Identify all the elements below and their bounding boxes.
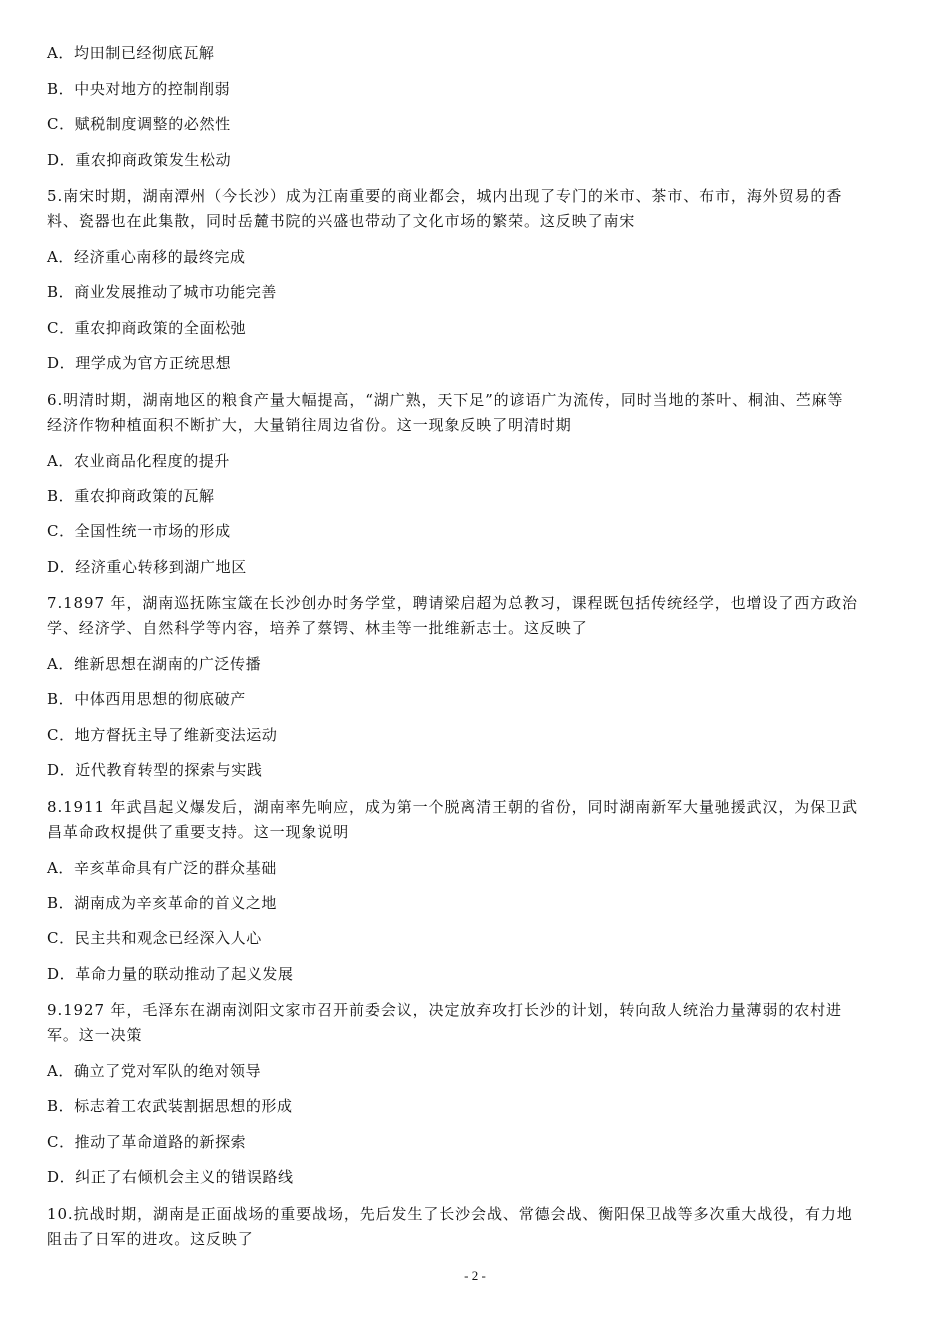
question-10-line-1: 10.抗战时期，湖南是正面战场的重要战场，先后发生了长沙会战、常德会战、衡阳保卫战等多次重大战役，有力地	[47, 1205, 853, 1223]
option-8a: A．辛亥革命具有广泛的群众基础	[47, 859, 277, 877]
page-number: - 2 -	[464, 1268, 486, 1283]
option-5c: C．重农抑商政策的全面松弛	[47, 319, 247, 337]
option-4c: C．赋税制度调整的必然性	[47, 115, 231, 133]
question-7-line-2: 学、经济学、自然科学等内容，培养了蔡锷、林圭等一批维新志士。这反映了	[47, 619, 588, 637]
question-5-line-2: 料、瓷器也在此集散，同时岳麓书院的兴盛也带动了文化市场的繁荣。这反映了南宋	[47, 212, 636, 230]
question-9-line-2: 军。这一决策	[47, 1026, 143, 1044]
option-6c: C．全国性统一市场的形成	[47, 522, 231, 540]
option-8c: C．民主共和观念已经深入人心	[47, 929, 262, 947]
option-4b: B．中央对地方的控制削弱	[47, 80, 231, 98]
option-8b: B．湖南成为辛亥革命的首义之地	[47, 894, 278, 912]
option-9b: B．标志着工农武装割据思想的形成	[47, 1097, 293, 1115]
question-7-line-1: 7.1897 年，湖南巡抚陈宝箴在长沙创办时务学堂，聘请梁启超为总教习，课程既包括传统经学，也增设了西方政治	[47, 594, 858, 612]
option-7a: A．维新思想在湖南的广泛传播	[47, 655, 262, 673]
question-8-line-2: 昌革命政权提供了重要支持。这一现象说明	[47, 823, 350, 841]
option-7b: B．中体西用思想的彻底破产	[47, 690, 246, 708]
option-4d: D．重农抑商政策发生松动	[47, 151, 232, 169]
option-5d: D．理学成为官方正统思想	[47, 354, 232, 372]
option-6a: A．农业商品化程度的提升	[47, 452, 231, 470]
question-6-line-2: 经济作物种植面积不断扩大，大量销往周边省份。这一现象反映了明清时期	[47, 416, 572, 434]
option-7d: D．近代教育转型的探索与实践	[47, 761, 263, 779]
question-9-line-1: 9.1927 年，毛泽东在湖南浏阳文家市召开前委会议，决定放弃攻打长沙的计划，转向敌人统治力量薄弱的农村进	[47, 1001, 842, 1019]
question-6-line-1: 6.明清时期，湖南地区的粮食产量大幅提高，“湖广熟，天下足”的谚语广为流传，同时当地的茶叶、桐油、苎麻等	[47, 391, 844, 409]
question-5-line-1: 5.南宋时期，湖南潭州（今长沙）成为江南重要的商业都会，城内出现了专门的米市、茶市、布市，海外贸易的香	[47, 187, 843, 205]
option-9d: D．纠正了右倾机会主义的错误路线	[47, 1168, 294, 1186]
option-5a: A．经济重心南移的最终完成	[47, 248, 246, 266]
option-9c: C．推动了革命道路的新探索	[47, 1133, 247, 1151]
question-8-line-1: 8.1911 年武昌起义爆发后，湖南率先响应，成为第一个脱离清王朝的省份，同时湖南新军大量驰援武汉，为保卫武	[47, 798, 858, 816]
option-4a: A．均田制已经彻底瓦解	[47, 44, 215, 62]
option-9a: A．确立了党对军队的绝对领导	[47, 1062, 262, 1080]
option-6b: B．重农抑商政策的瓦解	[47, 487, 215, 505]
option-7c: C．地方督抚主导了维新变法运动	[47, 726, 278, 744]
question-10-line-2: 阻击了日军的进攻。这反映了	[47, 1230, 254, 1248]
option-5b: B．商业发展推动了城市功能完善	[47, 283, 278, 301]
option-6d: D．经济重心转移到湖广地区	[47, 558, 247, 576]
option-8d: D．革命力量的联动推动了起义发展	[47, 965, 294, 983]
